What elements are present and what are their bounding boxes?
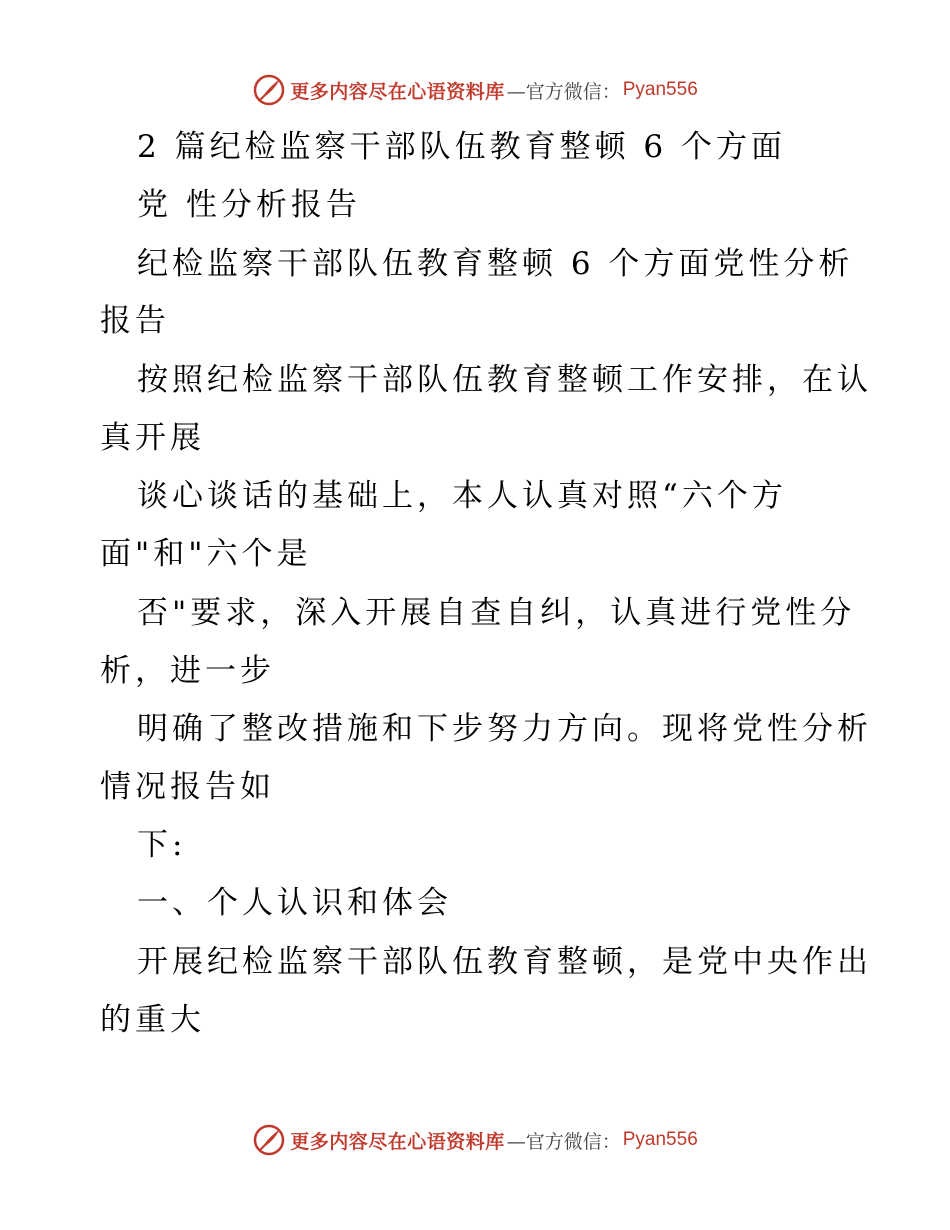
doc-paragraph-line: 谈心谈话的基础上，本人认真对照“六个方	[137, 478, 787, 514]
doc-paragraph-line: 开展纪检监察干部队伍教育整顿，是党中央作出	[137, 944, 872, 980]
footer-watermark	[0, 1120, 950, 1160]
doc-paragraph-line: 报告	[100, 303, 170, 339]
doc-paragraph-line: 真开展	[100, 420, 205, 456]
doc-paragraph-line: 按照纪检监察干部队伍教育整顿工作安排，在认	[137, 362, 872, 398]
doc-paragraph-line: 析，进一步	[100, 653, 275, 689]
watermark-wechat-id: Pyan556	[622, 1129, 698, 1150]
watermark-label: —官方微信：	[506, 1130, 621, 1153]
doc-title-line-1: 2 篇纪检监察干部队伍教育整顿 6 个方面	[137, 129, 787, 165]
doc-paragraph-line: 面"和"六个是	[100, 536, 312, 572]
doc-paragraph-line: 的重大	[100, 1002, 205, 1038]
doc-section-heading: 一、个人认识和体会	[137, 885, 452, 921]
doc-paragraph-line: 纪检监察干部队伍教育整顿 6 个方面党性分析	[137, 246, 854, 282]
watermark-wechat-id: Pyan556	[622, 79, 698, 100]
doc-paragraph-line: 下:	[137, 827, 187, 863]
watermark-label: —官方微信：	[506, 80, 621, 103]
header-watermark	[0, 70, 950, 110]
doc-paragraph-line: 否"要求，深入开展自查自纠，认真进行党性分	[137, 595, 856, 631]
feather-pen-logo-icon	[252, 1123, 286, 1157]
watermark-title: 更多内容尽在心语资料库	[290, 1130, 505, 1153]
doc-title-line-2: 党 性分析报告	[137, 187, 361, 223]
watermark-title: 更多内容尽在心语资料库	[290, 80, 505, 103]
doc-paragraph-line: 明确了整改措施和下步努力方向。现将党性分析	[137, 711, 872, 747]
doc-paragraph-line: 情况报告如	[100, 769, 275, 805]
feather-pen-logo-icon	[252, 73, 286, 107]
